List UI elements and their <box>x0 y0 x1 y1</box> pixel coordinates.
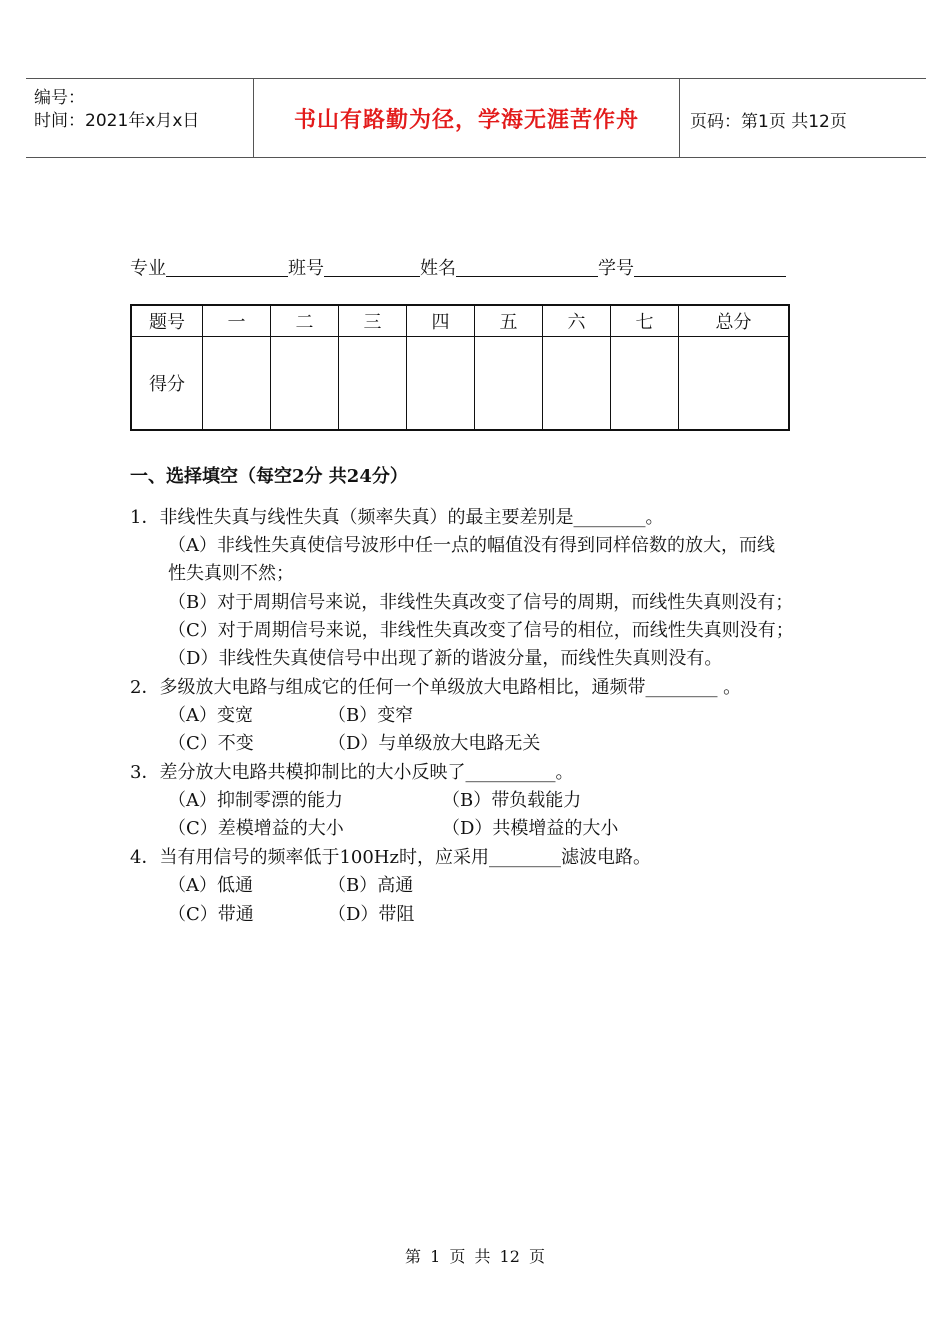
column-header: 五 <box>475 305 543 337</box>
score-label: 得分 <box>131 337 203 431</box>
column-header: 七 <box>611 305 679 337</box>
header-page-cell <box>680 79 926 157</box>
page-label: 页码：第1页 共12页 <box>690 112 847 132</box>
question-4-option-b: （B）高通 <box>328 875 414 896</box>
question-stem-text: 1．非线性失真与线性失真（频率失真）的最主要差别是 <box>130 507 574 528</box>
question-3-option-c: （C）差模增益的大小 <box>168 818 344 839</box>
question-2-option-d: （D）与单级放大电路无关 <box>328 733 541 754</box>
column-header: 四 <box>407 305 475 337</box>
score-table-score-row <box>131 337 789 431</box>
major-label: 专业 <box>130 258 166 279</box>
question-stem-text: 滤波电路。 <box>561 847 651 868</box>
question-2-option-a: （A）变宽 <box>168 705 253 726</box>
question-2-option-c: （C）不变 <box>168 733 254 754</box>
column-header: 三 <box>339 305 407 337</box>
header-left-cell <box>26 79 254 157</box>
id-label: 学号 <box>598 258 634 279</box>
header-motto-cell <box>254 79 680 157</box>
question-stem-text: 。 <box>645 507 664 528</box>
score-cell[interactable] <box>475 337 543 431</box>
motto: 书山有路勤为径，学海无涯苦作舟 <box>293 108 639 133</box>
score-cell[interactable] <box>679 337 790 431</box>
question-stem-text: 3．差分放大电路共模抑制比的大小反映了 <box>130 762 466 783</box>
column-header: 六 <box>543 305 611 337</box>
question-stem-text: 。 <box>717 677 742 698</box>
score-cell[interactable] <box>271 337 339 431</box>
student-info-line <box>130 254 786 280</box>
page-header <box>26 78 926 158</box>
column-header: 总分 <box>679 305 790 337</box>
question-1-option-a-cont: 性失真则不然； <box>168 563 294 584</box>
question-3-stem <box>130 761 573 785</box>
column-header: 二 <box>271 305 339 337</box>
score-cell[interactable] <box>339 337 407 431</box>
column-header: 一 <box>203 305 271 337</box>
answer-blank[interactable]: ________ <box>489 847 561 868</box>
class-blank[interactable] <box>324 258 420 277</box>
question-4-option-c: （C）带通 <box>168 904 254 925</box>
page-footer: 第 1 页 共 12 页 <box>405 1247 545 1266</box>
question-2-option-b: （B）变窄 <box>328 705 414 726</box>
question-1-option-d: （D）非线性失真使信号中出现了新的谐波分量，而线性失真则没有。 <box>168 648 723 669</box>
answer-blank[interactable]: ________ <box>645 677 718 698</box>
number-label: 编号： <box>34 88 85 108</box>
question-1-option-a: （A）非线性失真使信号波形中任一点的幅值没有得到同样倍数的放大，而线 <box>168 535 775 556</box>
score-cell[interactable] <box>543 337 611 431</box>
time-label: 时间：2021年x月x日 <box>34 111 200 131</box>
name-blank[interactable] <box>456 258 598 277</box>
question-4-stem <box>130 846 651 870</box>
major-blank[interactable] <box>166 258 288 277</box>
answer-blank[interactable]: __________ <box>465 762 556 783</box>
score-cell[interactable] <box>611 337 679 431</box>
question-stem-text: 2．多级放大电路与组成它的任何一个单级放大电路相比，通频带 <box>130 677 646 698</box>
question-1-stem <box>130 506 663 530</box>
question-3-option-a: （A）抑制零漂的能力 <box>168 790 343 811</box>
question-1-option-c: （C）对于周期信号来说，非线性失真改变了信号的相位，而线性失真则没有； <box>168 620 794 641</box>
section-title: 一、选择填空（每空2分 共24分） <box>130 466 408 487</box>
question-4-option-d: （D）带阻 <box>328 904 415 925</box>
question-1-option-b: （B）对于周期信号来说，非线性失真改变了信号的周期，而线性失真则没有； <box>168 592 794 613</box>
score-table-header-row <box>131 305 789 337</box>
question-2-stem <box>130 676 741 700</box>
question-4-option-a: （A）低通 <box>168 875 253 896</box>
question-stem-text: 4．当有用信号的频率低于100Hz时，应采用 <box>130 847 489 868</box>
question-3-option-d: （D）共模增益的大小 <box>442 818 619 839</box>
question-stem-text: 。 <box>555 762 574 783</box>
class-label: 班号 <box>288 258 324 279</box>
name-label: 姓名 <box>420 258 456 279</box>
score-table <box>130 304 790 431</box>
answer-blank[interactable]: ________ <box>573 507 646 528</box>
score-cell[interactable] <box>203 337 271 431</box>
id-blank[interactable] <box>634 258 786 277</box>
question-number-label: 题号 <box>131 305 203 337</box>
question-3-option-b: （B）带负载能力 <box>442 790 582 811</box>
score-cell[interactable] <box>407 337 475 431</box>
